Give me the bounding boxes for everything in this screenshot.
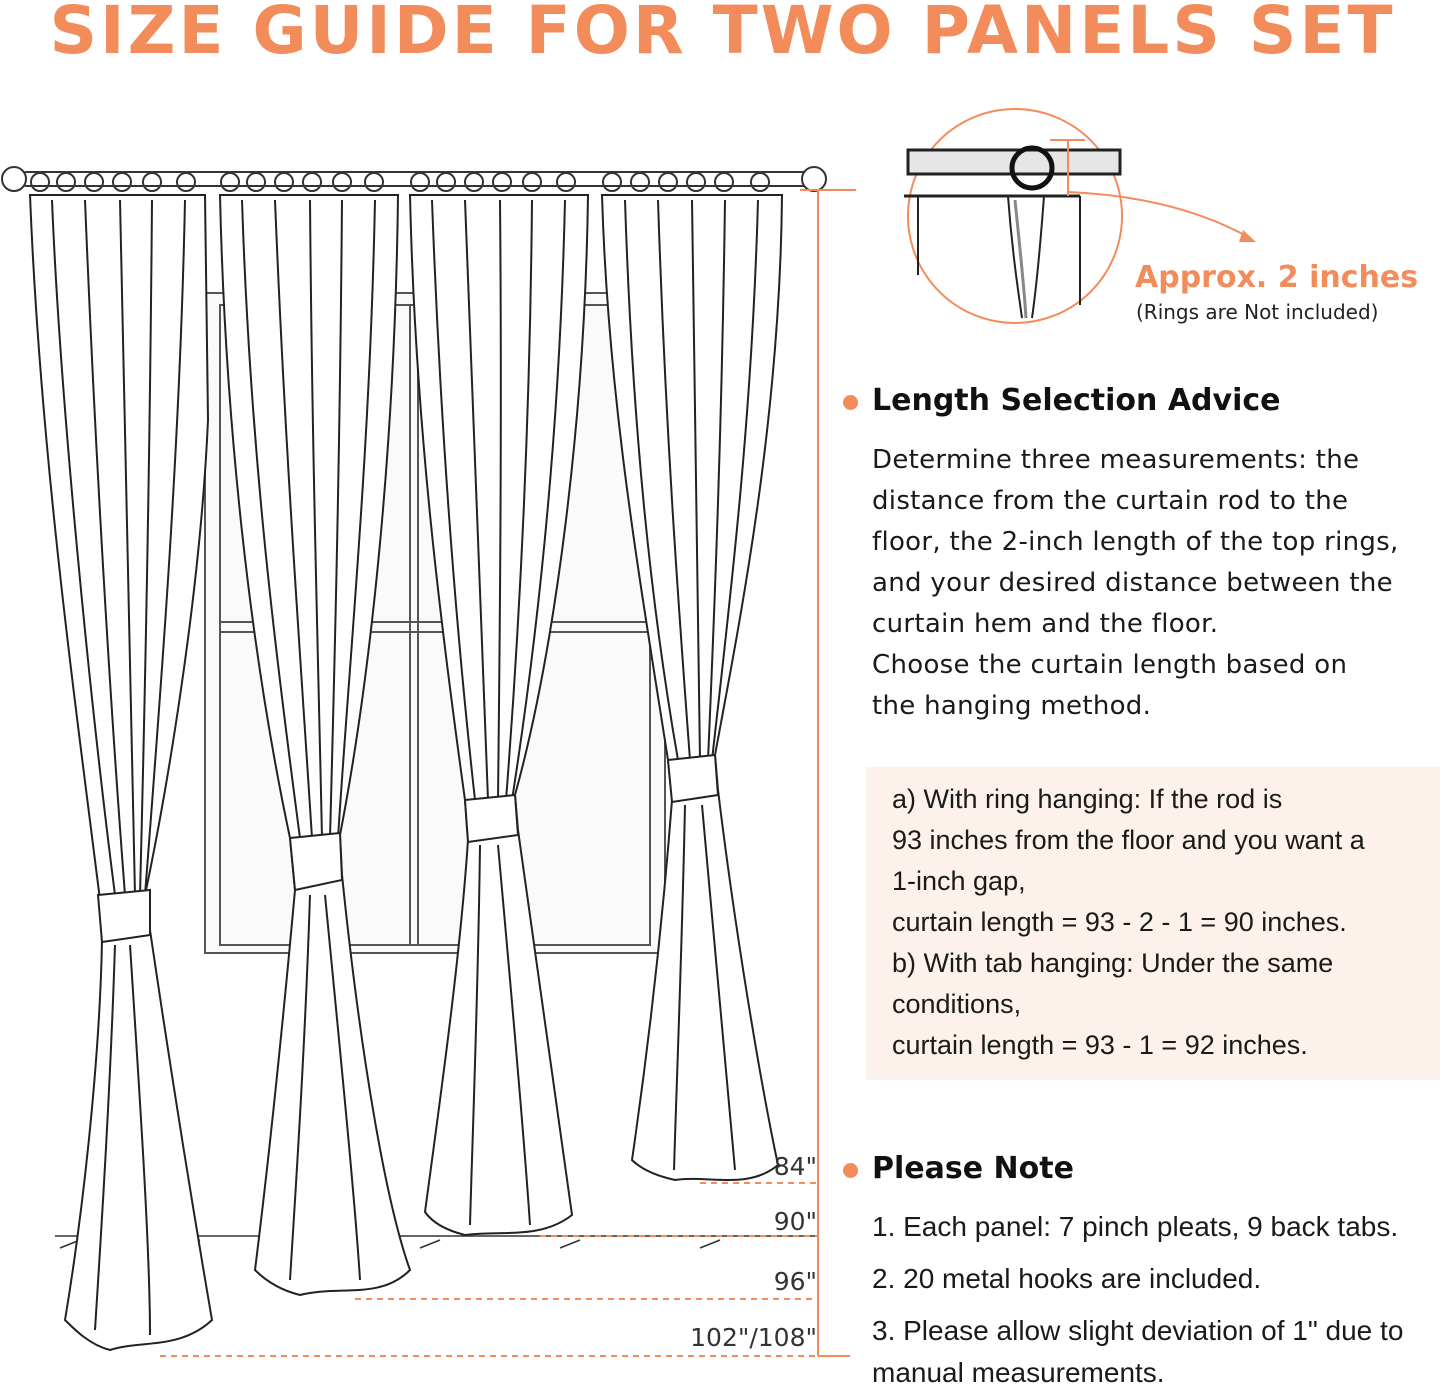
- advice-text: [872, 440, 1442, 727]
- length-label-84: 84": [773, 1152, 817, 1181]
- advice-line: and your desired distance between the: [872, 568, 1393, 598]
- example-line: a) With ring hanging: If the rod is: [892, 784, 1283, 814]
- length-label-102-108: 102"/108": [690, 1323, 817, 1352]
- note-item: 3. Please allow slight deviation of 1" due to: [872, 1315, 1404, 1346]
- advice-line: floor, the 2-inch length of the top rings,: [872, 527, 1399, 557]
- advice-line: the hanging method.: [872, 691, 1152, 721]
- example-line: 1-inch gap,: [892, 866, 1026, 896]
- note-list: [872, 1205, 1444, 1393]
- example-line: 93 inches from the floor and you want a: [892, 825, 1365, 855]
- note-item: 2. 20 metal hooks are included.: [872, 1263, 1262, 1294]
- advice-line: Determine three measurements: the: [872, 445, 1360, 475]
- example-line: curtain length = 93 - 2 - 1 = 90 inches.: [892, 907, 1347, 937]
- example-line: curtain length = 93 - 1 = 92 inches.: [892, 1030, 1308, 1060]
- bullet-icon: [843, 1163, 858, 1178]
- advice-line: curtain hem and the floor.: [872, 609, 1219, 639]
- length-label-90: 90": [773, 1207, 817, 1236]
- example-line: conditions,: [892, 989, 1022, 1019]
- note-heading: Please Note: [872, 1151, 1074, 1186]
- length-label-96: 96": [773, 1267, 817, 1296]
- rings-not-included-note: (Rings are Not included): [1136, 300, 1379, 324]
- bullet-icon: [843, 395, 858, 410]
- example-line: b) With tab hanging: Under the same: [892, 948, 1334, 978]
- advice-line: distance from the curtain rod to the: [872, 486, 1349, 516]
- advice-line: Choose the curtain length based on: [872, 650, 1348, 680]
- example-box: [866, 767, 1440, 1080]
- note-item: 1. Each panel: 7 pinch pleats, 9 back tabs.: [872, 1211, 1399, 1242]
- ring-length-label: Approx. 2 inches: [1135, 260, 1419, 295]
- advice-heading: Length Selection Advice: [872, 383, 1281, 418]
- note-item: manual measurements.: [872, 1357, 1165, 1388]
- page-title: SIZE GUIDE FOR TWO PANELS SET: [49, 0, 1396, 69]
